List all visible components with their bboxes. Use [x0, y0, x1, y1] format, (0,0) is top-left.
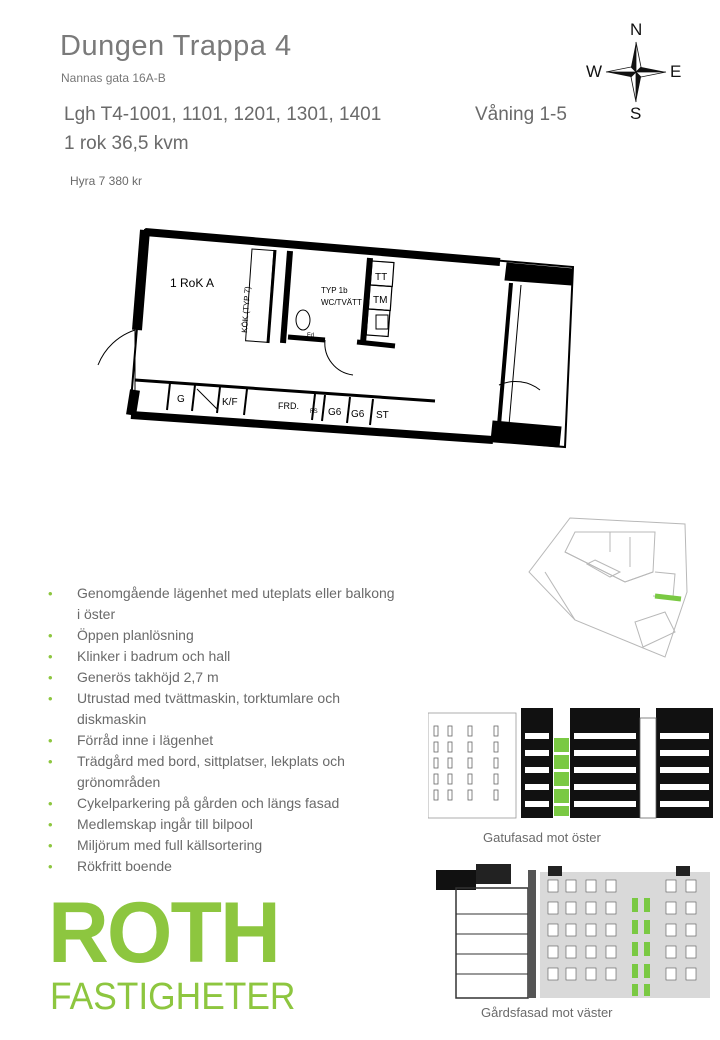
compass-south: S: [630, 104, 642, 123]
list-item: • Miljörum med full källsortering: [48, 835, 398, 856]
wardrobe-g6-a: G6: [328, 407, 342, 418]
apartment-size: 1 rok 36,5 kvm: [64, 133, 189, 154]
list-item: • Klinker i badrum och hall: [48, 646, 398, 667]
fs-label: FS: [310, 409, 318, 415]
dryer-label: TT: [375, 272, 388, 283]
site-plan: [525, 512, 715, 662]
east-facade-caption: Gatufasad mot öster: [483, 830, 601, 845]
east-facade-drawing: [428, 708, 713, 823]
page-title: Dungen Trappa 4: [60, 30, 292, 62]
feature-list: [48, 583, 398, 877]
logo-fastigheter: FASTIGHETER: [50, 976, 296, 1018]
bath-label-wc: WC/TVÄTT: [321, 298, 362, 307]
bath-label-type: TYP 1b: [321, 286, 348, 295]
address: Nannas gata 16A-B: [61, 71, 166, 85]
list-item: • Utrustad med tvättmaskin, torktumlare och diskmaskin: [48, 688, 398, 730]
west-facade-caption: Gårdsfasad mot väster: [481, 1005, 613, 1020]
fridge-label: K/F: [222, 397, 238, 408]
list-item: • Förråd inne i lägenhet: [48, 730, 398, 751]
closet-label: ST: [376, 410, 389, 421]
list-item: • Trädgård med bord, sittplatser, lekplats och grönområden: [48, 751, 398, 793]
rent: Hyra 7 380 kr: [70, 174, 143, 188]
west-facade-drawing: [436, 858, 711, 1000]
floor-range: Våning 1-5: [475, 104, 567, 125]
kitchen-label: KÖK (TYP 7): [240, 286, 253, 334]
wardrobe-g6-b: G6: [351, 409, 365, 420]
compass-east: E: [670, 62, 682, 81]
compass-north: N: [630, 20, 643, 39]
wardrobe-label: G: [177, 394, 185, 405]
compass-west: W: [586, 62, 603, 81]
logo-roth: ROTH: [48, 885, 279, 981]
room-label: 1 RoK A: [170, 276, 215, 290]
washer-label: TM: [373, 295, 388, 306]
list-item: • Genomgående lägenhet med uteplats eller balkong i öster: [48, 583, 398, 625]
list-item: • Medlemskap ingår till bilpool: [48, 814, 398, 835]
apartment-numbers: Lgh T4-1001, 1101, 1201, 1301, 1401: [64, 104, 382, 125]
list-item: • Cykelparkering på gården och längs fasad: [48, 793, 398, 814]
storage-label: FRD.: [278, 401, 299, 411]
list-item: • Öppen planlösning: [48, 625, 398, 646]
list-item: • Generös takhöjd 2,7 m: [48, 667, 398, 688]
floor-drain-label: Fd: [307, 333, 315, 339]
compass-rose: [586, 20, 690, 124]
floor-plan: [95, 225, 580, 455]
list-item: • Rökfritt boende: [48, 856, 398, 877]
